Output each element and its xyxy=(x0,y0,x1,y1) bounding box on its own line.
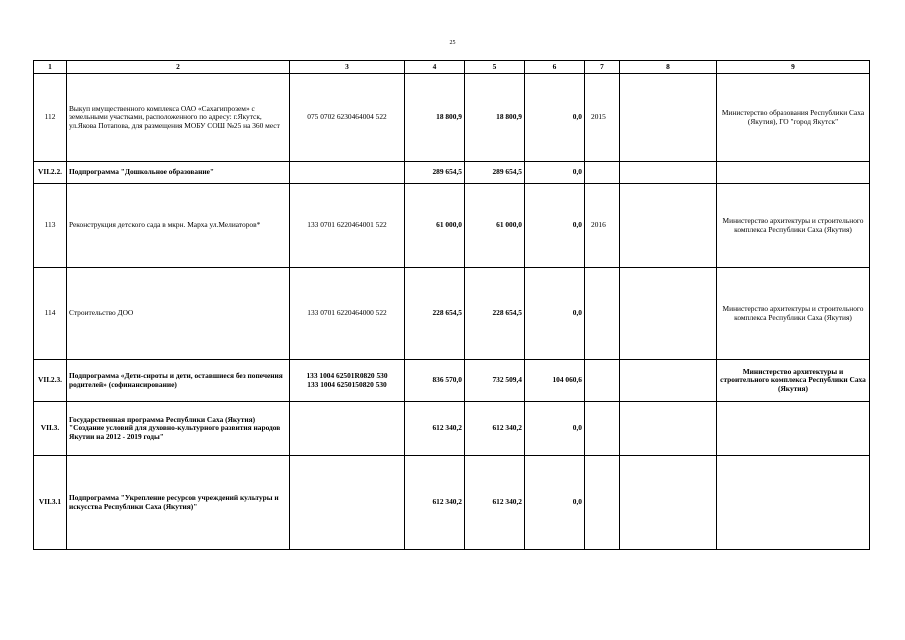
responsible-org xyxy=(717,456,870,550)
header-cell: 2 xyxy=(67,61,290,74)
header-cell: 1 xyxy=(34,61,67,74)
row-number: 114 xyxy=(34,268,67,360)
budget-code-line: 133 1004 62501R0820 530 xyxy=(306,370,388,380)
budget-code: 075 0702 6230464004 522 xyxy=(290,74,405,162)
table-row xyxy=(34,74,870,162)
header-cell: 7 xyxy=(585,61,620,74)
amount-col6: 0,0 xyxy=(525,456,585,550)
responsible-org: Министерство образования Республики Саха (Якутия), ГО "город Якутск" xyxy=(717,74,870,162)
item-name: Реконструкция детского сада в мкрн. Марха ул.Мелиаторов* xyxy=(67,184,290,268)
header-cell: 8 xyxy=(620,61,717,74)
row-number: VII.3.1 xyxy=(34,456,67,550)
budget-code-line: 133 1004 6250150820 530 xyxy=(307,379,387,389)
amount-col6: 0,0 xyxy=(525,184,585,268)
responsible-org xyxy=(717,402,870,456)
amount-col6: 0,0 xyxy=(525,162,585,184)
table-row xyxy=(34,456,870,550)
item-name: Выкуп имущественного комплекса ОАО «Сахагипрозем» с земельными участками, расположенного по адресу: г.Якутск, ул.Якова Потапова, для размещения МОБУ СОШ №25 на 360 мест xyxy=(67,74,290,162)
row-number: 112 xyxy=(34,74,67,162)
amount-col5: 612 340,2 xyxy=(465,402,525,456)
item-name: Подпрограмма "Дошкольное образование" xyxy=(67,162,290,184)
year: 2016 xyxy=(585,184,620,268)
table-row xyxy=(34,184,870,268)
amount-col5: 228 654,5 xyxy=(465,268,525,360)
amount-total: 61 000,0 xyxy=(405,184,465,268)
amount-col6: 0,0 xyxy=(525,268,585,360)
item-name: Строительство ДОО xyxy=(67,268,290,360)
col8-cell xyxy=(620,184,717,268)
amount-total: 612 340,2 xyxy=(405,402,465,456)
table-header-row xyxy=(34,61,870,74)
year: 2015 xyxy=(585,74,620,162)
header-cell: 4 xyxy=(405,61,465,74)
item-name: Подпрограмма «Дети-сироты и дети, оставшиеся без попечения родителей» (софинансирование) xyxy=(67,360,290,402)
budget-code: 133 0701 6220464000 522 xyxy=(290,268,405,360)
table-row xyxy=(34,268,870,360)
header-cell: 5 xyxy=(465,61,525,74)
amount-col5: 18 800,9 xyxy=(465,74,525,162)
amount-total: 836 570,0 xyxy=(405,360,465,402)
responsible-org xyxy=(717,162,870,184)
budget-code xyxy=(290,360,405,402)
budget-code xyxy=(290,456,405,550)
page-number: 25 xyxy=(449,40,456,46)
responsible-org: Министерство архитектуры и строительного комплекса Республики Саха (Якутия) xyxy=(717,184,870,268)
amount-col5: 61 000,0 xyxy=(465,184,525,268)
budget-code xyxy=(290,162,405,184)
col8-cell xyxy=(620,74,717,162)
amount-total: 612 340,2 xyxy=(405,456,465,550)
col8-cell xyxy=(620,456,717,550)
year xyxy=(585,360,620,402)
row-number: VII.2.3. xyxy=(34,360,67,402)
amount-total: 18 800,9 xyxy=(405,74,465,162)
amount-col6: 0,0 xyxy=(525,74,585,162)
table-row xyxy=(34,162,870,184)
col8-cell xyxy=(620,402,717,456)
amount-col5: 732 509,4 xyxy=(465,360,525,402)
item-name: Государственная программа Республики Саха (Якутия) "Создание условий для духовно-культурного развития народов Якутии на 2012 - 2019 годы" xyxy=(67,402,290,456)
year xyxy=(585,162,620,184)
amount-col6: 104 060,6 xyxy=(525,360,585,402)
budget-code: 133 0701 6220464001 522 xyxy=(290,184,405,268)
responsible-org: Министерство архитектуры и строительного комплекса Республики Саха (Якутия) xyxy=(717,360,870,402)
amount-col5: 289 654,5 xyxy=(465,162,525,184)
amount-col5: 612 340,2 xyxy=(465,456,525,550)
col8-cell xyxy=(620,162,717,184)
item-name: Подпрограмма "Укрепление ресурсов учреждений культуры и искусства Республики Саха (Якутия)" xyxy=(67,456,290,550)
header-cell: 9 xyxy=(717,61,870,74)
amount-total: 289 654,5 xyxy=(405,162,465,184)
col8-cell xyxy=(620,268,717,360)
budget-code xyxy=(290,402,405,456)
table-row xyxy=(34,402,870,456)
table-row xyxy=(34,360,870,402)
header-cell: 3 xyxy=(290,61,405,74)
header-cell: 6 xyxy=(525,61,585,74)
row-number: 113 xyxy=(34,184,67,268)
year xyxy=(585,456,620,550)
amount-total: 228 654,5 xyxy=(405,268,465,360)
col8-cell xyxy=(620,360,717,402)
budget-table xyxy=(33,60,870,550)
year xyxy=(585,268,620,360)
row-number: VII.2.2. xyxy=(34,162,67,184)
amount-col6: 0,0 xyxy=(525,402,585,456)
responsible-org: Министерство архитектуры и строительного комплекса Республики Саха (Якутия) xyxy=(717,268,870,360)
row-number: VII.3. xyxy=(34,402,67,456)
year xyxy=(585,402,620,456)
